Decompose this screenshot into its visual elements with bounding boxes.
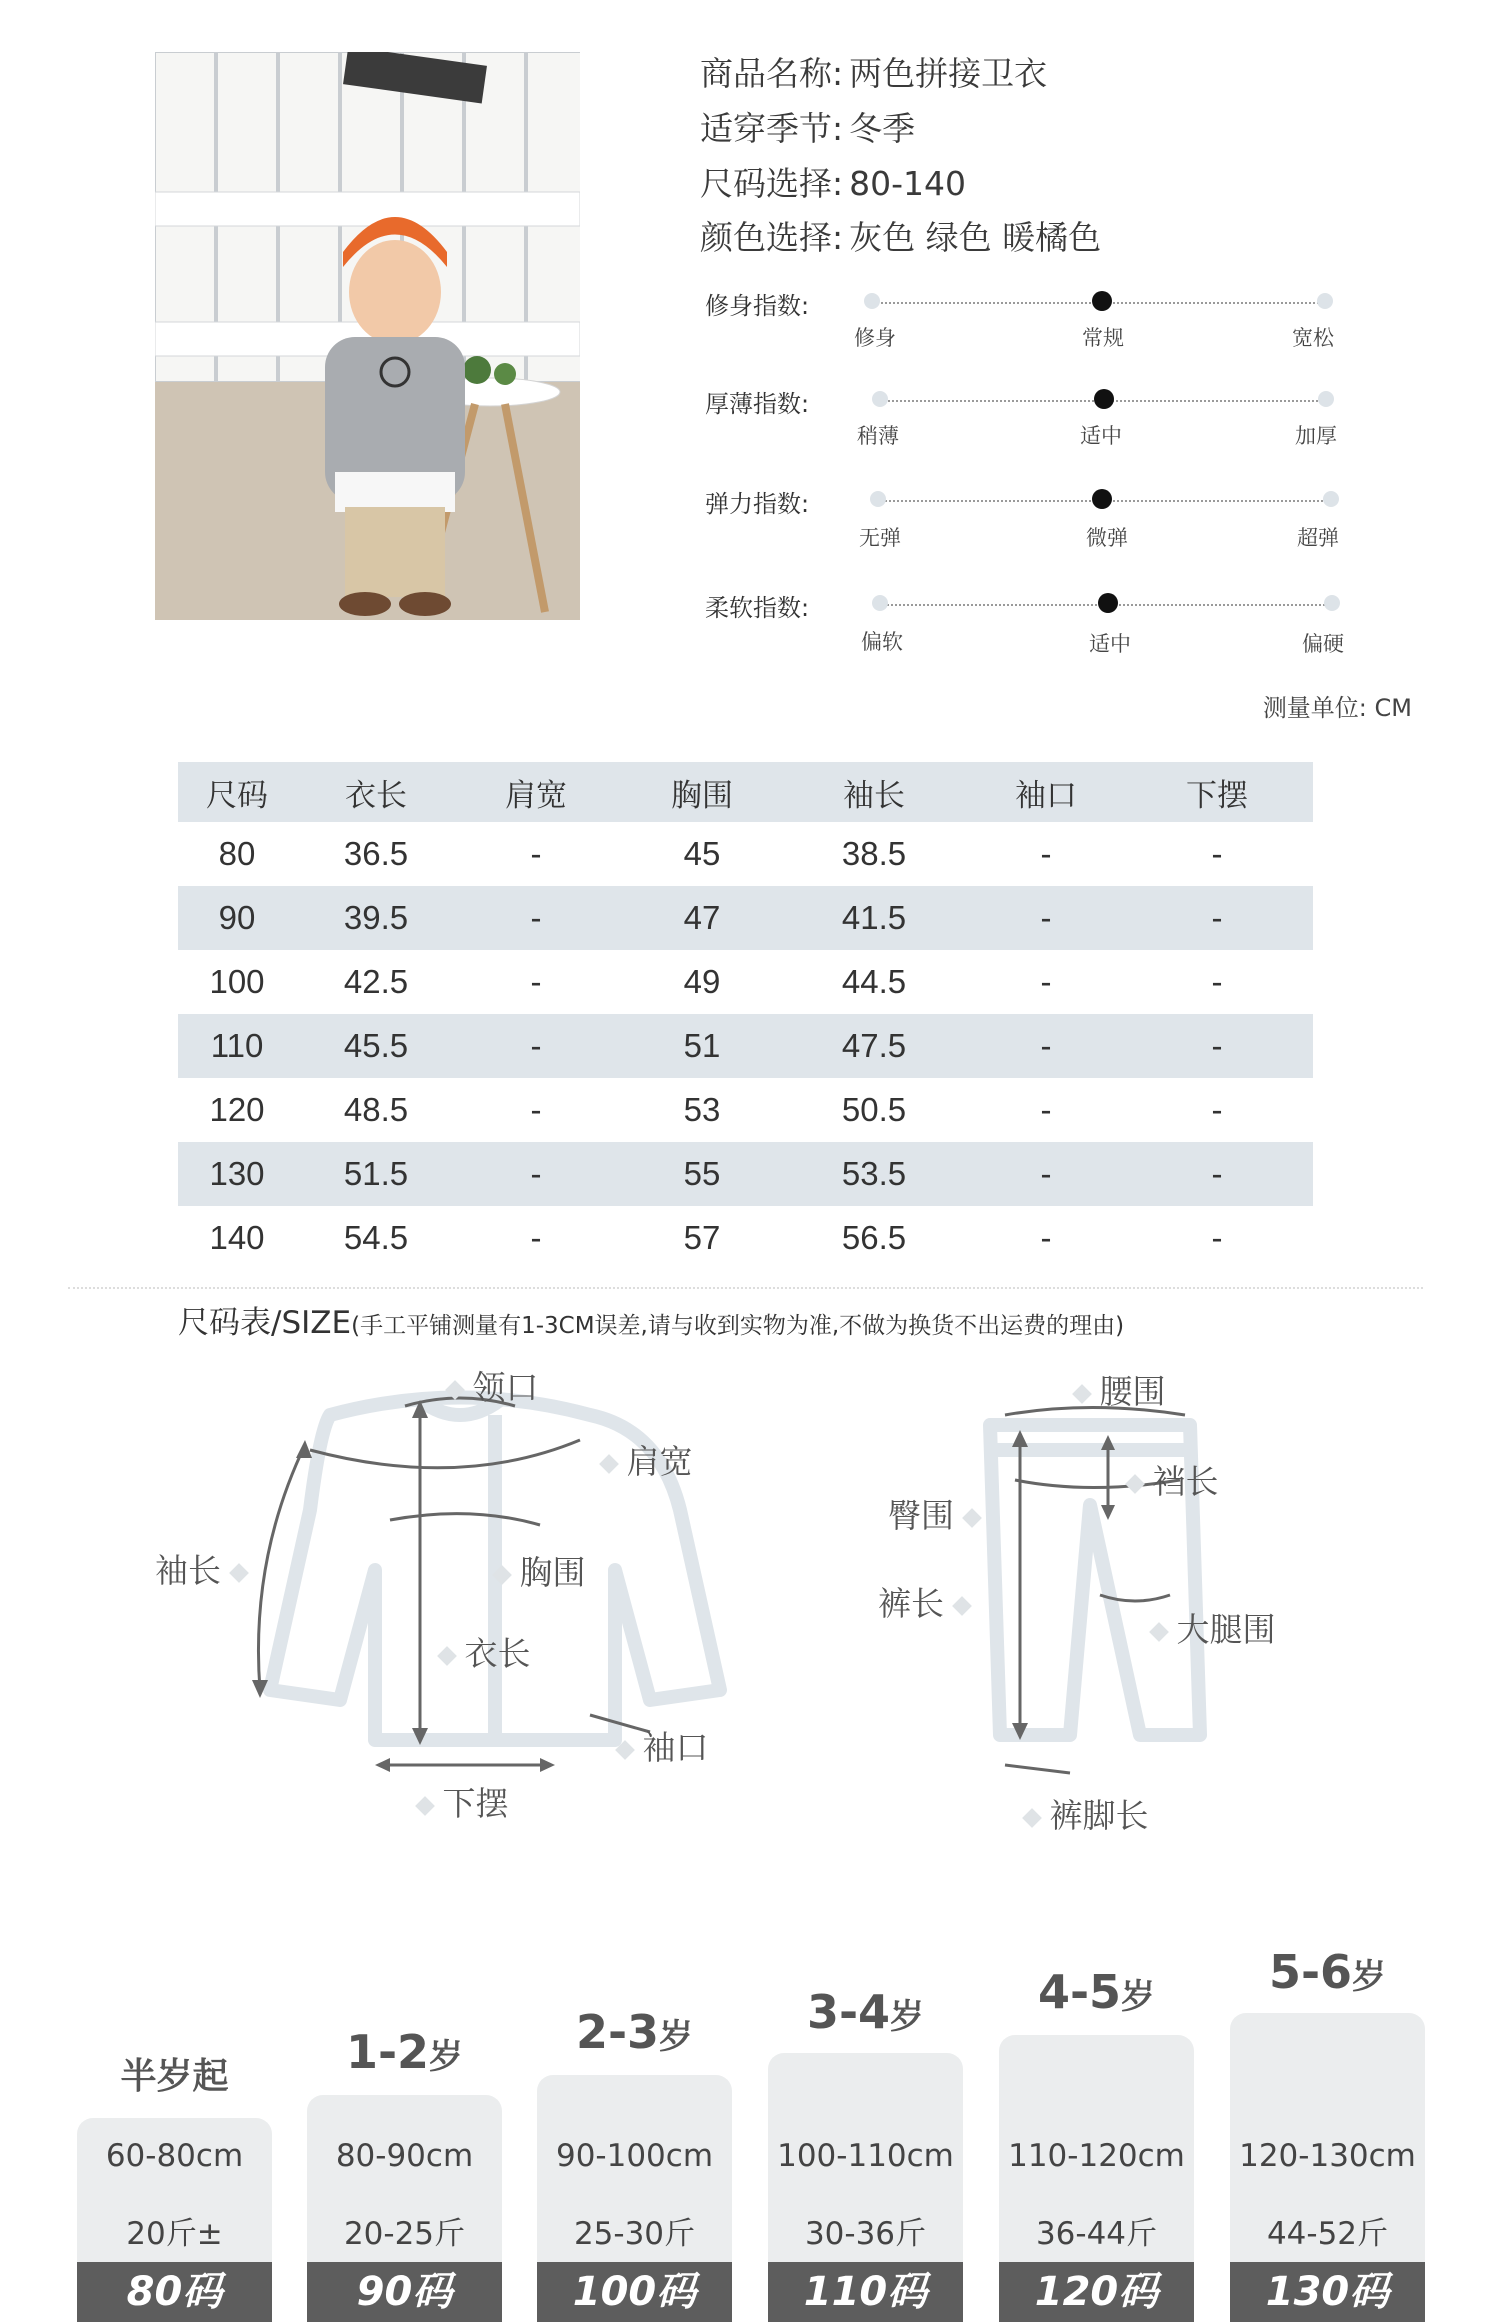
table-cell: 42.5 xyxy=(343,963,409,1000)
table-row xyxy=(178,950,1313,1014)
table-cell: - xyxy=(530,963,542,1000)
info-name-value: 两色拼接卫衣 xyxy=(849,54,1048,93)
table-cell: 47 xyxy=(683,899,721,936)
diamond-icon xyxy=(437,1646,457,1666)
info-colors-label: 颜色选择: xyxy=(700,218,844,257)
label-rise-text: 裆长 xyxy=(1152,1462,1219,1501)
table-cell: - xyxy=(1211,963,1223,1000)
index-thickness-opt-1: 适中 xyxy=(1080,424,1122,448)
label-rise xyxy=(1128,1456,1219,1503)
age-unit: 岁 xyxy=(1352,1957,1387,1997)
table-cell: - xyxy=(530,835,542,872)
index-thickness-label: 厚薄指数: xyxy=(705,390,810,418)
label-hip-text: 臀围 xyxy=(888,1496,954,1535)
table-cell: 45 xyxy=(683,835,721,872)
age-unit: 岁 xyxy=(1121,1977,1156,2017)
label-length-text: 衣长 xyxy=(464,1634,531,1673)
measure-unit: 测量单位: CM xyxy=(1262,694,1412,722)
table-header-cell: 肩宽 xyxy=(505,777,567,814)
diamond-icon xyxy=(962,1508,982,1528)
label-hem xyxy=(418,1778,509,1825)
table-row xyxy=(178,822,1313,886)
table-row xyxy=(178,1206,1313,1270)
age-value: 2-3 xyxy=(575,2005,660,2059)
index-thickness-dot-right xyxy=(1318,391,1334,407)
label-shoulder-text: 肩宽 xyxy=(626,1442,693,1481)
table-cell: - xyxy=(1211,1155,1223,1192)
info-size-label: 尺码选择: xyxy=(700,164,844,203)
table-row xyxy=(178,1142,1313,1206)
size-band: 100码 xyxy=(537,2262,732,2322)
table-cell: - xyxy=(1211,1027,1223,1064)
age-weight: 30-36斤 xyxy=(804,2216,927,2252)
info-colors-value: 灰色 绿色 暖橘色 xyxy=(849,218,1102,257)
age-height: 100-110cm xyxy=(777,2138,954,2174)
age-weight: 25-30斤 xyxy=(573,2216,696,2252)
table-cell: 130 xyxy=(209,1155,265,1192)
table-cell: - xyxy=(1040,899,1052,936)
index-fit-opt-2: 宽松 xyxy=(1292,326,1334,350)
size-note xyxy=(178,1297,1124,1342)
age-value: 5-6 xyxy=(1268,1945,1353,1999)
label-collar xyxy=(448,1362,539,1409)
age-weight: 20斤± xyxy=(126,2216,223,2252)
index-thickness-opt-0: 稍薄 xyxy=(857,424,899,448)
table-cell: - xyxy=(1211,835,1223,872)
label-leg-opening-text: 裤脚长 xyxy=(1049,1796,1149,1835)
table-cell: - xyxy=(530,1219,542,1256)
diamond-icon xyxy=(492,1565,512,1585)
table-cell: - xyxy=(530,1155,542,1192)
label-leg-opening xyxy=(1025,1790,1149,1837)
label-waist-text: 腰围 xyxy=(1099,1372,1166,1411)
index-softness-opt-0: 偏软 xyxy=(861,630,903,654)
table-cell: - xyxy=(1040,963,1052,1000)
label-pants-length xyxy=(878,1578,969,1625)
info-name-label: 商品名称: xyxy=(700,54,844,93)
diamond-icon xyxy=(1022,1808,1042,1828)
age-value: 3-4 xyxy=(806,1985,891,2039)
age-card xyxy=(307,2095,502,2262)
age-title xyxy=(77,2045,272,2099)
index-elasticity-dot-selected xyxy=(1092,489,1112,509)
age-title xyxy=(1230,1945,1425,1999)
age-card xyxy=(768,2053,963,2262)
diamond-icon xyxy=(615,1740,635,1760)
index-thickness-dot-left xyxy=(872,391,888,407)
age-height: 120-130cm xyxy=(1239,2138,1416,2174)
diamond-icon xyxy=(1149,1622,1169,1642)
age-unit: 岁 xyxy=(429,2037,464,2077)
info-name xyxy=(700,48,1047,95)
table-cell: 80 xyxy=(218,835,256,872)
label-chest-text: 胸围 xyxy=(519,1553,586,1592)
index-elasticity-label: 弹力指数: xyxy=(705,490,810,518)
table-cell: 57 xyxy=(683,1219,721,1256)
size-band: 110码 xyxy=(768,2262,963,2322)
age-height: 80-90cm xyxy=(335,2138,474,2174)
index-fit-opt-1: 常规 xyxy=(1082,326,1124,350)
table-header-cell: 下摆 xyxy=(1186,777,1248,814)
table-header-cell: 袖口 xyxy=(1015,777,1077,814)
table-cell: 50.5 xyxy=(841,1091,907,1128)
label-waist xyxy=(1075,1366,1166,1413)
label-sleeve xyxy=(155,1545,246,1592)
table-cell: 44.5 xyxy=(841,963,907,1000)
label-cuff xyxy=(618,1722,709,1769)
index-softness-dot-left xyxy=(872,595,888,611)
index-fit-dot-left xyxy=(864,293,880,309)
section-divider xyxy=(68,1287,1423,1289)
age-value: 半岁起 xyxy=(120,2056,229,2097)
table-cell: - xyxy=(530,899,542,936)
age-card xyxy=(999,2035,1194,2262)
age-card xyxy=(1230,2013,1425,2262)
size-note-detail: (手工平铺测量有1-3CM误差,请与收到实物为准,不做为换货不出运费的理由) xyxy=(351,1313,1125,1339)
table-cell: 100 xyxy=(209,963,265,1000)
diamond-icon xyxy=(415,1796,435,1816)
label-hip xyxy=(888,1490,979,1537)
age-height: 90-100cm xyxy=(555,2138,714,2174)
label-thigh xyxy=(1152,1604,1276,1651)
size-band: 80码 xyxy=(77,2262,272,2322)
label-chest xyxy=(495,1547,586,1594)
index-fit-dot-selected xyxy=(1092,291,1112,311)
index-softness-dot-selected xyxy=(1098,593,1118,613)
age-title xyxy=(768,1985,963,2039)
index-fit-dot-right xyxy=(1317,293,1333,309)
table-cell: - xyxy=(530,1091,542,1128)
index-fit-label: 修身指数: xyxy=(705,292,810,320)
table-cell: 39.5 xyxy=(343,899,409,936)
diamond-icon xyxy=(1125,1474,1145,1494)
index-fit-opt-0: 修身 xyxy=(854,326,896,350)
table-header-row xyxy=(178,762,1313,822)
table-body xyxy=(178,822,1313,1270)
table-header-cell: 尺码 xyxy=(206,777,268,814)
index-softness-label: 柔软指数: xyxy=(705,594,810,622)
label-length xyxy=(440,1628,531,1675)
table-cell: 38.5 xyxy=(841,835,907,872)
info-colors xyxy=(700,212,1101,259)
table-cell: - xyxy=(530,1027,542,1064)
index-softness-dot-right xyxy=(1324,595,1340,611)
index-softness-opt-1: 适中 xyxy=(1089,632,1131,656)
age-unit: 岁 xyxy=(890,1997,925,2037)
label-collar-text: 领口 xyxy=(472,1368,539,1407)
age-title xyxy=(999,1965,1194,2019)
table-cell: - xyxy=(1040,1155,1052,1192)
label-hem-text: 下摆 xyxy=(442,1784,509,1823)
size-note-title: 尺码表/SIZE xyxy=(178,1305,352,1341)
table-cell: 53 xyxy=(683,1091,721,1128)
table-cell: - xyxy=(1211,1219,1223,1256)
index-thickness-opt-2: 加厚 xyxy=(1295,424,1337,448)
table-cell: 51.5 xyxy=(343,1155,409,1192)
table-cell: - xyxy=(1040,835,1052,872)
label-cuff-text: 袖口 xyxy=(642,1728,709,1767)
index-elasticity-opt-0: 无弹 xyxy=(859,526,901,550)
index-elasticity-dot-right xyxy=(1323,491,1339,507)
table-cell: 140 xyxy=(209,1219,265,1256)
product-photo xyxy=(155,52,580,620)
table-header-cell: 胸围 xyxy=(671,777,733,814)
age-weight: 20-25斤 xyxy=(343,2216,466,2252)
table-cell: 110 xyxy=(210,1027,264,1064)
age-card xyxy=(537,2075,732,2262)
size-table xyxy=(178,762,1313,1270)
table-cell: 48.5 xyxy=(343,1091,409,1128)
index-elasticity-opt-2: 超弹 xyxy=(1297,526,1339,550)
age-weight: 44-52斤 xyxy=(1266,2216,1389,2252)
table-cell: - xyxy=(1211,1091,1223,1128)
diamond-icon xyxy=(952,1596,972,1616)
table-cell: 49 xyxy=(683,963,721,1000)
index-elasticity-opt-1: 微弹 xyxy=(1086,526,1128,550)
info-season xyxy=(700,103,915,150)
size-band: 130码 xyxy=(1230,2262,1425,2322)
table-cell: - xyxy=(1040,1091,1052,1128)
table-header-cell: 衣长 xyxy=(345,777,407,814)
size-band: 90码 xyxy=(307,2262,502,2322)
age-title xyxy=(537,2005,732,2059)
age-value: 4-5 xyxy=(1037,1965,1122,2019)
age-height: 110-120cm xyxy=(1008,2138,1185,2174)
table-cell: 120 xyxy=(209,1091,265,1128)
index-softness-opt-2: 偏硬 xyxy=(1302,632,1344,656)
diamond-icon xyxy=(1072,1384,1092,1404)
label-pants-length-text: 裤长 xyxy=(878,1584,944,1623)
table-cell: - xyxy=(1040,1027,1052,1064)
table-header-cell: 袖长 xyxy=(843,777,905,814)
table-cell: 36.5 xyxy=(343,835,409,872)
table-cell: 55 xyxy=(683,1155,721,1192)
table-cell: 45.5 xyxy=(343,1027,409,1064)
table-cell: 47.5 xyxy=(841,1027,907,1064)
table-row xyxy=(178,1014,1313,1078)
table-cell: 41.5 xyxy=(841,899,907,936)
age-value: 1-2 xyxy=(345,2025,430,2079)
table-cell: 90 xyxy=(218,899,256,936)
label-thigh-text: 大腿围 xyxy=(1176,1610,1276,1649)
index-thickness-dot-selected xyxy=(1094,389,1114,409)
table-cell: 51 xyxy=(683,1027,721,1064)
info-season-label: 适穿季节: xyxy=(700,109,844,148)
info-season-value: 冬季 xyxy=(849,109,916,148)
diamond-icon xyxy=(445,1380,465,1400)
age-card xyxy=(77,2118,272,2262)
table-cell: 54.5 xyxy=(343,1219,409,1256)
info-size-value: 80-140 xyxy=(849,164,967,203)
age-title xyxy=(307,2025,502,2079)
table-cell: 56.5 xyxy=(841,1219,907,1256)
table-cell: - xyxy=(1211,899,1223,936)
diamond-icon xyxy=(599,1454,619,1474)
diamond-icon xyxy=(229,1563,249,1583)
index-elasticity-dot-left xyxy=(870,491,886,507)
table-row xyxy=(178,1078,1313,1142)
info-size-range xyxy=(700,158,966,205)
age-weight: 36-44斤 xyxy=(1035,2216,1158,2252)
age-unit: 岁 xyxy=(659,2017,694,2057)
table-cell: 53.5 xyxy=(841,1155,907,1192)
label-shoulder xyxy=(602,1436,693,1483)
label-sleeve-text: 袖长 xyxy=(155,1551,221,1590)
table-cell: - xyxy=(1040,1219,1052,1256)
size-band: 120码 xyxy=(999,2262,1194,2322)
age-height: 60-80cm xyxy=(105,2138,244,2174)
table-row xyxy=(178,886,1313,950)
